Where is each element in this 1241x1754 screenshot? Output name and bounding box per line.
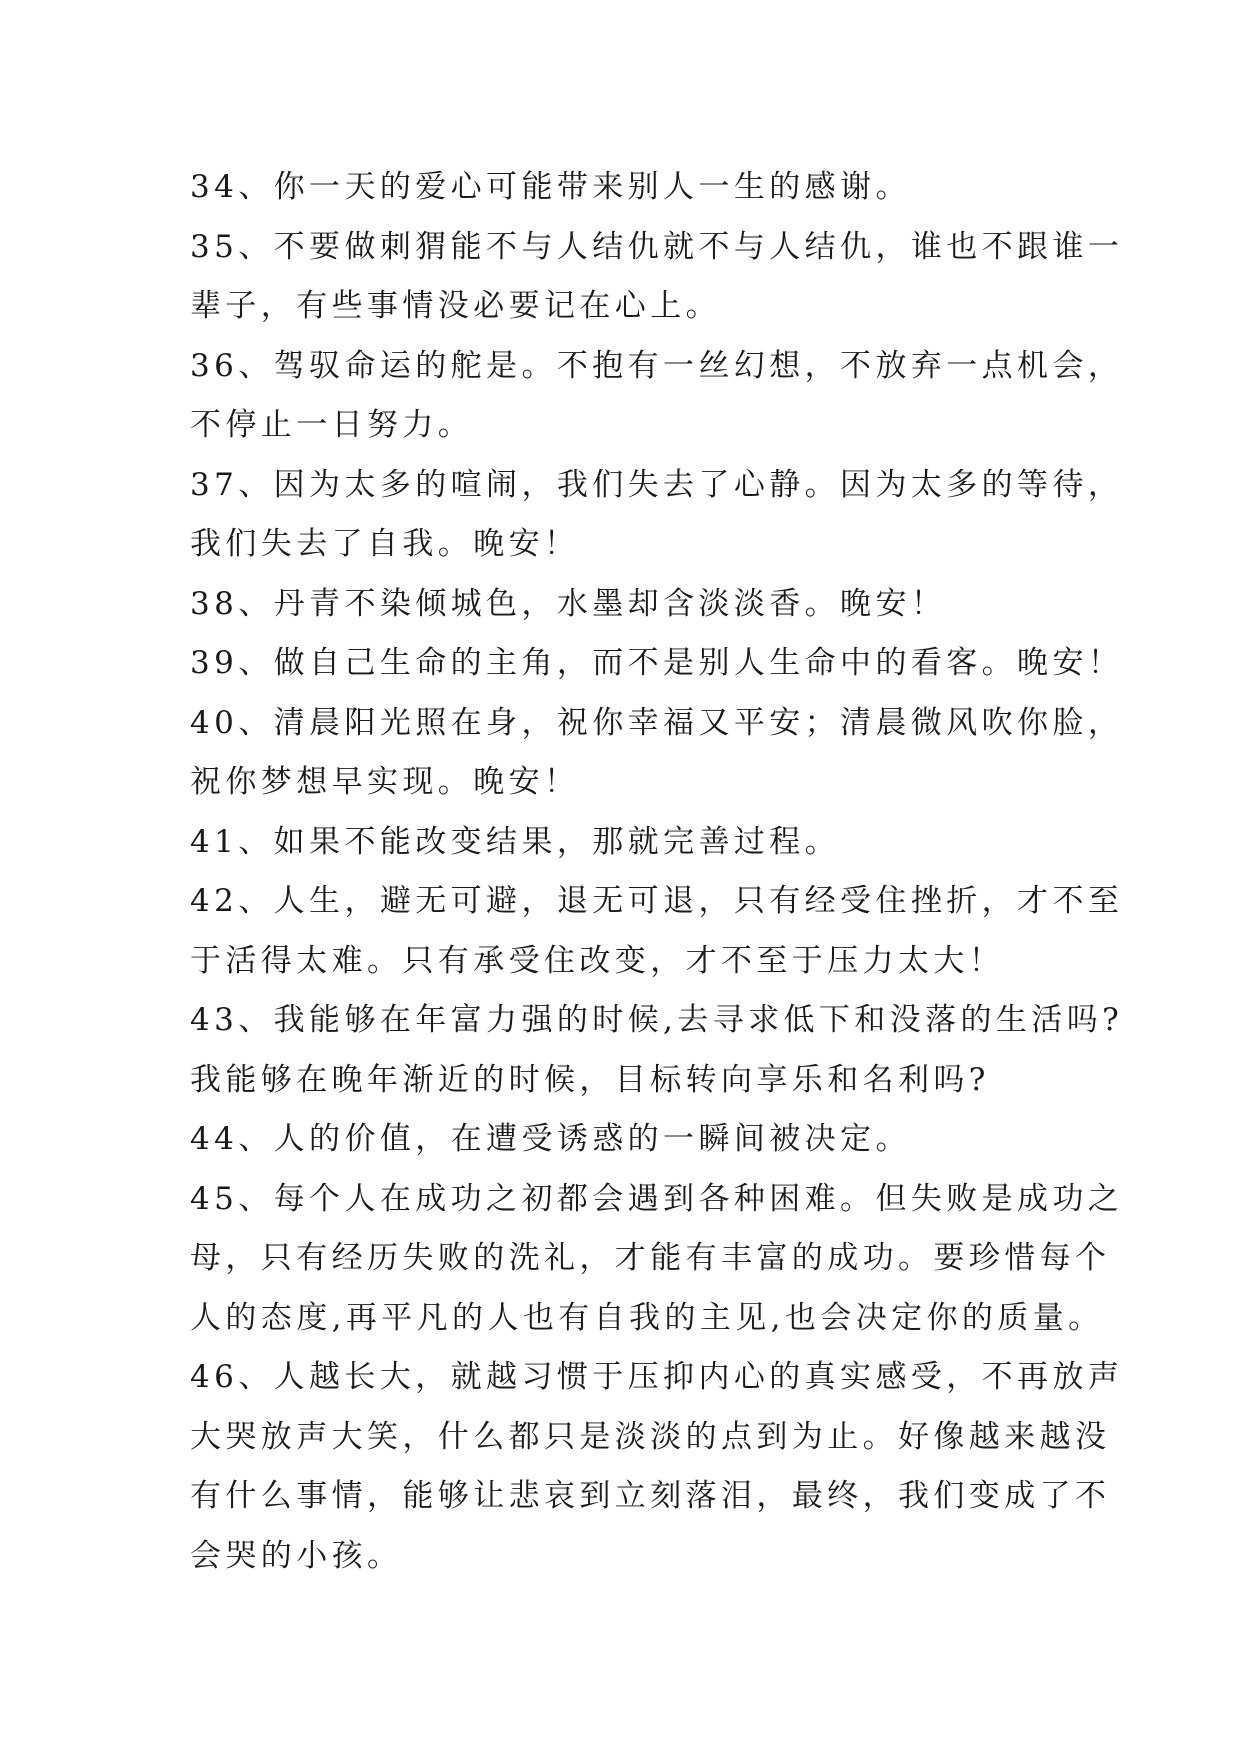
- text-line: 有什么事情，能够让悲哀到立刻落泪，最终，我们变成了不: [190, 1478, 1111, 1514]
- text-line: 35、不要做刺猬能不与人结仇就不与人结仇，谁也不跟谁一: [190, 228, 1124, 265]
- text-line: 38、丹青不染倾城色，水墨却含淡淡香。晚安！: [190, 585, 947, 622]
- text-line: 我能够在晚年渐近的时候，目标转向享乐和名利吗?: [190, 1061, 990, 1098]
- text-line: 大哭放声大笑，什么都只是淡淡的点到为止。好像越来越没: [190, 1418, 1111, 1455]
- text-line: 37、因为太多的喧闹，我们失去了心静。因为太多的等待，: [190, 466, 1124, 503]
- text-line: 34、你一天的爱心可能带来别人一生的感谢。: [190, 169, 911, 205]
- text-line: 46、人越长大，就越习惯于压抑内心的真实感受，不再放声: [190, 1359, 1124, 1395]
- text-line: 42、人生，避无可避，退无可退，只有经受住挫折，才不至: [190, 883, 1124, 919]
- text-line: 40、清晨阳光照在身，祝你幸福又平安；清晨微风吹你脸，: [190, 704, 1124, 741]
- text-line: 会哭的小孩。: [190, 1537, 403, 1574]
- text-line: 祝你梦想早实现。晚安！: [190, 764, 580, 800]
- text-line: 43、我能够在年富力强的时候,去寻求低下和没落的生活吗?: [190, 1002, 1124, 1038]
- document-body: [190, 158, 1124, 1586]
- text-line: 不停止一日努力。: [190, 407, 474, 443]
- text-line: 辈子，有些事情没必要记在心上。: [190, 288, 721, 324]
- text-line: 45、每个人在成功之初都会遇到各种困难。但失败是成功之: [190, 1180, 1124, 1217]
- text-line: 39、做自己生命的主角，而不是别人生命中的看客。晚安！: [190, 645, 1124, 681]
- text-line: 我们失去了自我。晚安！: [190, 526, 580, 562]
- text-line: 36、驾驭命运的舵是。不抱有一丝幻想，不放弃一点机会，: [190, 347, 1124, 384]
- text-line: 于活得太难。只有承受住改变，才不至于压力太大！: [190, 942, 1005, 979]
- text-line: 41、如果不能改变结果，那就完善过程。: [190, 823, 841, 860]
- text-line: 母，只有经历失败的洗礼，才能有丰富的成功。要珍惜每个: [190, 1240, 1111, 1276]
- text-line: 44、人的价值，在遭受诱惑的一瞬间被决定。: [190, 1121, 911, 1157]
- text-line: 人的态度,再平凡的人也有自我的主见,也会决定你的质量。: [190, 1299, 1104, 1336]
